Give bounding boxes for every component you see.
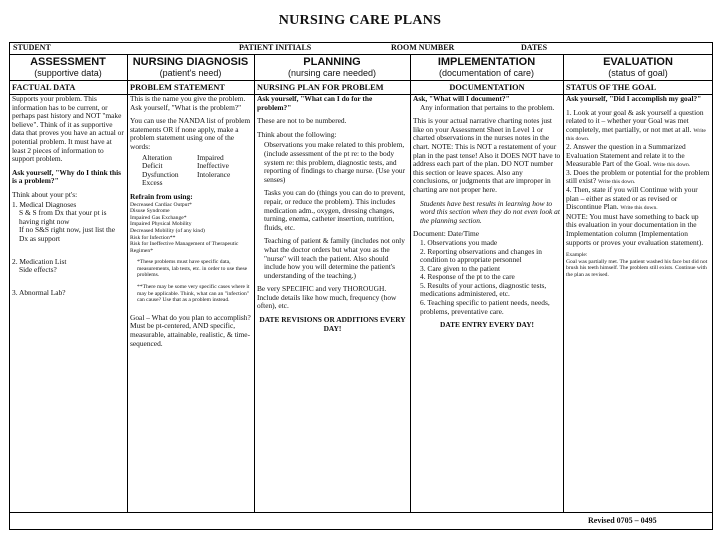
implementation-question: Ask, "What will I document?": [413, 95, 510, 103]
planning-text: Tasks you can do (things you can do to prevent, repair, or reduce the problem). This includes medication adm., oxygen, dressing changes, turning, enema, catheter insertion, nutrition, fluids, etc.: [264, 188, 406, 232]
list-item: 5. Results of your actions, diagnostic tests, medications administered, etc.: [420, 280, 547, 299]
documentation-label: DOCUMENTATION: [449, 83, 525, 92]
implementation-text: Document: Date/Time: [413, 229, 480, 239]
page-title: NURSING CARE PLANS: [278, 13, 442, 28]
list-item: Disuse Syndrome: [130, 208, 170, 215]
example-label: Example:: [566, 252, 588, 259]
list-item: 3. Abnormal Lab?: [12, 287, 66, 297]
list-item: 6. Teaching specific to patient needs, needs, problems, preventative care.: [420, 298, 550, 316]
student-label: STUDENT: [13, 43, 51, 52]
evaluation-header: [563, 56, 713, 79]
planning-subtitle: (nursing care needed): [287, 68, 377, 78]
list-item: Impaired Gas Exchange*: [130, 214, 187, 221]
list-item: S & S from Dx that your pt is having right now: [19, 208, 107, 226]
list-item: 2. Medication List: [12, 256, 67, 266]
evaluation-note: NOTE: You must have something to back up this evaluation in your documentation in the Implementation column (Implementation supports or proves your evaluation statement).: [566, 211, 704, 247]
list-item: 2. Reporting observations and changes in condition to appropriate personnel: [420, 246, 542, 265]
dates-label: DATES: [521, 43, 548, 52]
list-item: Dysfunction: [142, 169, 179, 179]
evaluation-title: EVALUATION: [603, 56, 673, 68]
assessment-text: Supports your problem. This information has to be current, or perhaps past history and NOT "make believe". Think of it as supportive data that proves you have an actual or potential problem. It must have at least 2 pieces of information to support problem.: [12, 95, 124, 164]
list-item: Risk for Ineffective Management of Therapeutic Regimen*: [130, 241, 239, 254]
planning-column: [257, 95, 408, 509]
implementation-header: [410, 56, 563, 79]
planning-header: [254, 56, 410, 79]
evaluation-column: [566, 95, 711, 509]
divider: [9, 54, 713, 55]
footnote: *These problems must have specific data, measurements, lab tests, etc. in order to use these problems.: [137, 259, 248, 279]
planning-text: Be very SPECIFIC and very THOROUGH. Include details like how much, frequency (how often), etc.: [257, 284, 397, 311]
divider: [127, 54, 128, 512]
list-item: 4. Response of the pt to the care: [420, 272, 515, 282]
student-info-row: [11, 43, 711, 53]
list-item: Side effects?: [19, 265, 57, 275]
list-item: Alteration: [142, 152, 172, 162]
room-number-label: ROOM NUMBER: [391, 43, 455, 52]
list-item: Impaired Physical Mobility: [130, 221, 192, 228]
problem-words-list: [130, 154, 252, 188]
example-text: Goal was partially met. The patient washed his face but did not brush his teeth himself. The problem still exists. Continue with the plan as revised.: [566, 258, 708, 278]
planning-text: Teaching of patient & family (includes not only what the doctor orders but what you as the "nurse" will teach the patient. Also should include how you will determine the patient's understanding of the teaching.): [264, 236, 405, 280]
list-item: Ineffective: [197, 161, 229, 171]
list-item: [197, 179, 252, 188]
footnote: **There may be some very specific cases where it may be applicable. Think, what can an "infection" can cause? Use that as a problem instead.: [137, 284, 250, 304]
list-item: Decreased Mobility (of any kind): [130, 227, 205, 234]
divider: [254, 54, 255, 512]
factual-data-label: FACTUAL DATA: [12, 83, 76, 92]
list-item: 2. Answer the question in a Summarized Evaluation Statement and relate it to the Measurable Part of the Goal. Write this down.: [566, 141, 691, 169]
list-item: 3. Care given to the patient: [420, 263, 501, 273]
diagnosis-title: NURSING DIAGNOSIS: [132, 56, 249, 68]
list-item: 1. Look at your goal & ask yourself a question related to it – whether your Goal was met completely, met partially, or not met at all. Write this down.: [566, 107, 706, 143]
list-item: Risk for Infection**: [130, 234, 176, 241]
list-item: 4. Then, state if you will Continue with your plan – either as stated or as revised or Discontinue Plan. Write this down.: [566, 184, 698, 212]
divider: [563, 54, 564, 512]
implementation-text: Students have best results in learning how to word this section when they do not even look at the planning section.: [420, 198, 560, 225]
implementation-text: This is your actual narrative charting notes just like on your Assessment Sheet in Level 1 or charted observations in the nurses notes in the chart. NOTE: This is NOT a restatement of your plan in the past tense! Also it DOES NOT have to address each part of the plan. DO NOT number this section or leave spaces. Also any conclusions, or judgments that are improper in charting are not proper here.: [413, 116, 561, 194]
nursing-plan-label: NURSING PLAN FOR PROBLEM: [257, 83, 384, 92]
list-item: 1. Medical Diagnoses: [12, 199, 77, 209]
implementation-text: Any information that pertains to the problem.: [420, 102, 555, 112]
list-item: If no S&S right now, just list the Dx as support: [19, 225, 116, 243]
list-item: Excess: [142, 178, 163, 188]
implementation-title: IMPLEMENTATION: [437, 56, 536, 68]
planning-question: Ask yourself, "What can I do for the problem?": [257, 95, 373, 112]
list-item: Intolerance: [197, 169, 231, 179]
diagnosis-header: [127, 56, 254, 79]
planning-text: These are not to be numbered.: [257, 116, 347, 126]
refrain-heading: Refrain from using:: [130, 191, 193, 201]
divider: [9, 512, 713, 513]
planning-text: Observations you make related to this problem, (include assessment of the pt re: to the body system re: this problem, diagnostic tests, and reporting of findings to charge nurse. (Use your senses): [264, 140, 406, 184]
divider: [410, 54, 411, 512]
diagnosis-text: You can use the NANDA list of problem statements OR if none apply, make a problem statement using one of the words:: [130, 116, 251, 151]
patient-initials-label: PATIENT INITIALS: [239, 43, 312, 52]
assessment-subtitle: (supportive data): [34, 68, 102, 78]
implementation-reminder: DATE ENTRY EVERY DAY!: [440, 320, 534, 330]
list-item: 3. Does the problem or potential for the problem still exist? Write this down.: [566, 167, 710, 186]
evaluation-subtitle: (status of goal): [608, 68, 668, 78]
goal-text: Goal – What do you plan to accomplish? Must be pt-centered, AND specific, measurable, attainable, realistic, & time-sequenced.: [130, 312, 251, 348]
refrain-list: [130, 202, 252, 255]
planning-text: Think about the following:: [257, 129, 337, 139]
assessment-question: Ask yourself, "Why do I think this is a problem?": [12, 167, 122, 186]
implementation-column: [413, 95, 561, 509]
planning-reminder: DATE REVISIONS OR ADDITIONS EVERY DAY!: [259, 315, 406, 333]
list-item: Deficit: [142, 161, 163, 171]
evaluation-question: Ask yourself, "Did I accomplish my goal?": [566, 95, 702, 103]
assessment-text: Think about your pt's:: [12, 189, 78, 199]
list-item: Decreased Cardiac Output*: [130, 201, 192, 208]
assessment-title: ASSESSMENT: [30, 56, 106, 68]
status-of-goal-label: STATUS OF THE GOAL: [566, 83, 657, 92]
assessment-column: [12, 95, 125, 509]
list-item: 1. Observations you made: [420, 237, 498, 247]
assessment-header: [9, 56, 127, 79]
implementation-subtitle: (documentation of care): [438, 68, 535, 78]
list-item: Impaired: [197, 152, 224, 162]
diagnosis-subtitle: (patient's need): [159, 68, 222, 78]
diagnosis-text: This is the name you give the problem. Ask yourself, "What is the problem?": [130, 95, 246, 112]
divider: [9, 80, 713, 81]
planning-title: PLANNING: [303, 56, 361, 68]
diagnosis-column: [130, 95, 252, 509]
revision-note: Revised 0705 – 0495: [588, 516, 657, 525]
problem-statement-label: PROBLEM STATEMENT: [130, 83, 225, 92]
